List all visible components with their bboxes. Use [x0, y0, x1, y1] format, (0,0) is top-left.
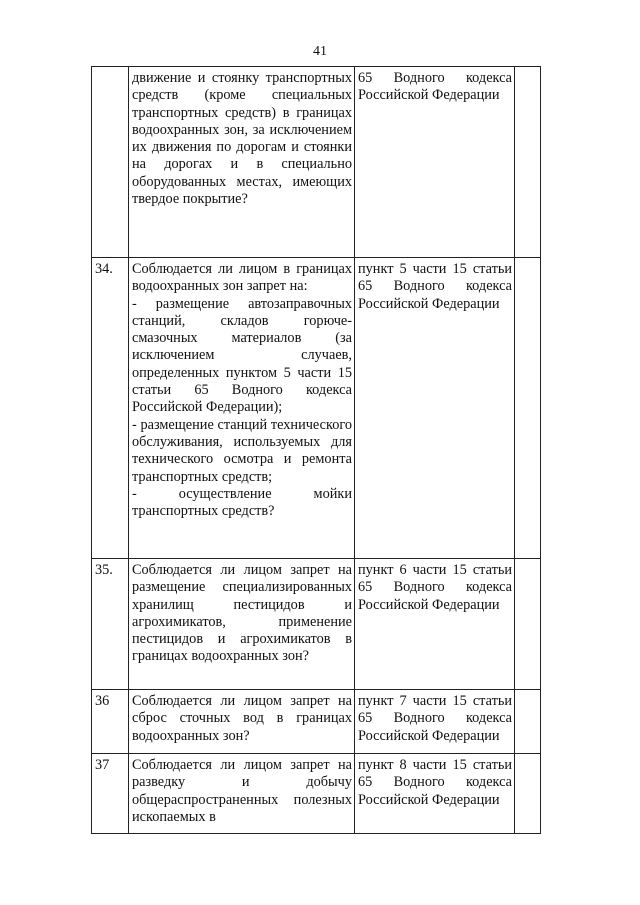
question-cell: Соблюдается ли лицом запрет на размещение специализированных хранилищ пестицидов и агрохимикатов, применение пестицидов и агрохимикатов в границах водоохранных зон? [129, 559, 355, 690]
row-number [92, 67, 129, 258]
row-number: 37 [92, 754, 129, 834]
table-row [92, 258, 541, 559]
row-number: 36 [92, 690, 129, 754]
table-row [92, 67, 541, 258]
requirements-table [91, 66, 541, 834]
table-row [92, 559, 541, 690]
reference-cell: пункт 6 части 15 статьи 65 Водного кодекса Российской Федерации [355, 559, 515, 690]
table-row [92, 754, 541, 834]
reference-cell: пункт 5 части 15 статьи 65 Водного кодекса Российской Федерации [355, 258, 515, 559]
question-cell: Соблюдается ли лицом запрет на разведку и добычу общераспространенных полезных ископаемых в [129, 754, 355, 834]
table-row [92, 690, 541, 754]
empty-cell [515, 258, 541, 559]
question-cell: Соблюдается ли лицом в границах водоохранных зон запрет на: - размещение автозаправочных станций, складов горюче-смазочных материалов (за исключением случаев, определенных пунктом 5 части 15 статьи 65 Водного кодекса Российской Федерации); - размещение станций технического обслуживания, используемых для технического осмотра и ремонта транспортных средств; - осуществление мойки транспортных средств? [129, 258, 355, 559]
row-number: 34. [92, 258, 129, 559]
reference-cell: 65 Водного кодекса Российской Федерации [355, 67, 515, 258]
empty-cell [515, 67, 541, 258]
row-number: 35. [92, 559, 129, 690]
page-number: 41 [313, 44, 327, 59]
empty-cell [515, 690, 541, 754]
empty-cell [515, 559, 541, 690]
question-cell: движение и стоянку транспортных средств (кроме специальных транспортных средств) в границах водоохранных зон, за исключением их движения по дорогам и стоянки на дорогах и в специально оборудованных местах, имеющих твердое покрытие? [129, 67, 355, 258]
empty-cell [515, 754, 541, 834]
question-cell: Соблюдается ли лицом запрет на сброс сточных вод в границах водоохранных зон? [129, 690, 355, 754]
reference-cell: пункт 7 части 15 статьи 65 Водного кодекса Российской Федерации [355, 690, 515, 754]
reference-cell: пункт 8 части 15 статьи 65 Водного кодекса Российской Федерации [355, 754, 515, 834]
